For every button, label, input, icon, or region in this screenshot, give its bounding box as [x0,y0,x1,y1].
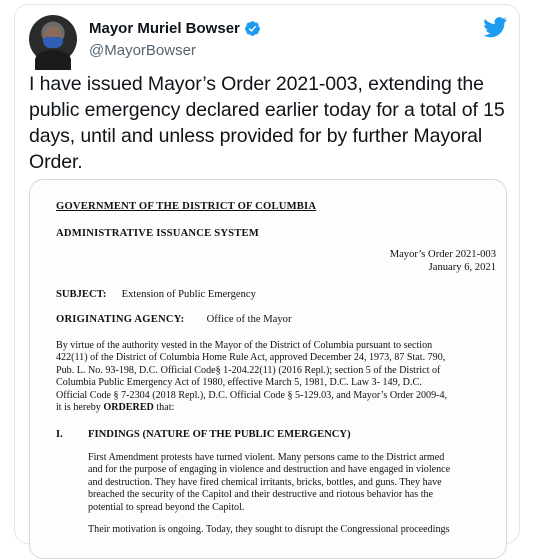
doc-section-title: FINDINGS (NATURE OF THE PUBLIC EMERGENCY) [88,429,351,440]
doc-findings-line: breached the security of the Capitol and their destructive and riotous behavior has the [88,489,434,501]
verified-badge-icon [244,20,261,37]
doc-intro-line: 422(11) of the District of Columbia Home Rule Act, approved December 24, 1973, 87 Stat. 790, [56,352,446,364]
doc-subject [56,288,256,301]
doc-intro-line: Official Code § 7-2304 (2018 Repl.), D.C. Official Code § 5-129.03, and Mayor’s Order 2009-4, [56,389,448,401]
doc-issuance-system: ADMINISTRATIVE ISSUANCE SYSTEM [56,228,260,239]
doc-section-number: I. [56,429,63,440]
doc-order-number: Mayor’s Order 2021-003 [389,249,496,260]
doc-agency-label: ORIGINATING AGENCY: [56,314,185,325]
doc-government-heading: GOVERNMENT OF THE DISTRICT OF COLUMBIA [56,201,317,212]
doc-motivation-paragraph [88,524,496,536]
doc-findings-line: potential to spread beyond the Capitol. [88,501,245,513]
display-name[interactable]: Mayor Muriel Bowser [89,20,240,37]
doc-intro-paragraph [56,340,494,414]
doc-subject-value: Extension of Public Emergency [121,289,256,300]
doc-subject-label: SUBJECT: [56,289,107,300]
doc-intro-line: By virtue of the authority vested in the Mayor of the District of Columbia pursuant to section [56,340,433,351]
doc-intro-line: Columbia Public Emergency Act of 1980, effective March 5, 1981, D.C. Law 3- 149, D.C. [56,377,422,389]
doc-order-date: January 6, 2021 [428,262,496,273]
doc-findings-paragraph [88,452,496,514]
doc-intro-last-line [56,402,494,414]
avatar[interactable] [29,15,77,63]
doc-order-number-date [390,248,496,274]
doc-motivation-line: Their motivation is ongoing. Today, they sought to disrupt the Congressional proceedings [88,524,450,535]
tweet-header [29,15,507,65]
tweet-card[interactable] [14,4,520,544]
doc-intro-last-suffix: that: [153,402,175,414]
doc-findings-line: and for the purpose of engaging in violence and destruction and have engaged in violence [88,464,451,476]
doc-originating-agency [56,313,291,326]
doc-agency-value: Office of the Mayor [206,314,292,325]
doc-intro-line: Pub. L. No. 93-198, D.C. Official Code§ 1-204.22(11) (2016 Repl.); section 5 of the District of [56,364,441,376]
doc-findings-line: and destruction. They have fired chemical irritants, bricks, bottles, and guns. They have [88,476,442,488]
author-name-row[interactable] [89,20,261,37]
tweet-image-document[interactable] [29,179,507,559]
doc-intro-last-prefix: it is hereby [56,402,104,414]
tweet-text: I have issued Mayor’s Order 2021-003, extending the public emergency declared earlier today for a total of 15 days, until and unless provided for by further Mayoral Order. [29,73,505,173]
twitter-bird-icon[interactable] [483,17,507,37]
doc-ordered-word: ORDERED [103,402,154,414]
doc-findings-line: First Amendment protests have turned violent. Many persons came to the District armed [88,452,445,463]
author-handle[interactable]: @MayorBowser [89,42,196,59]
doc-section-heading [56,428,351,441]
